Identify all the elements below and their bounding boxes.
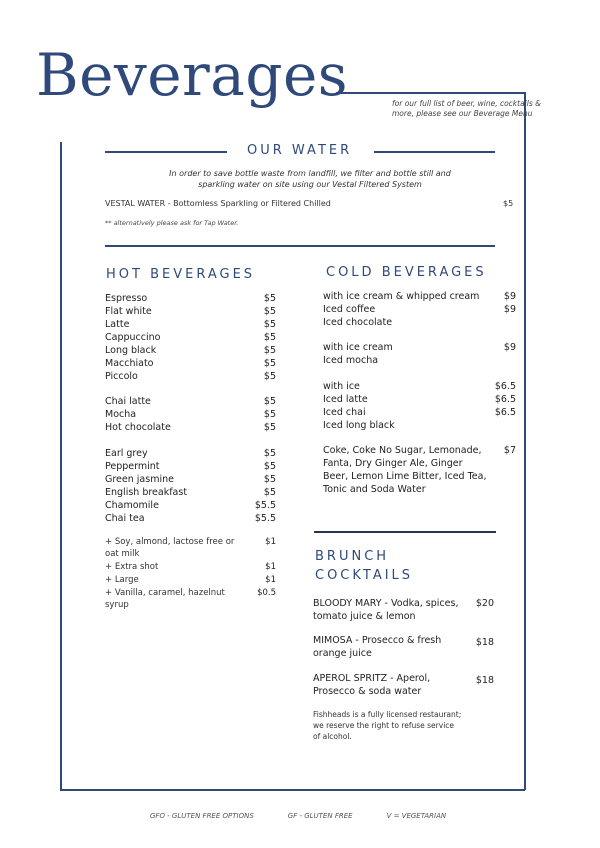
hot-price: $5	[263, 293, 276, 304]
hot-item: Macchiato	[105, 358, 154, 369]
cold-bottom-rule	[314, 531, 496, 533]
water-bottom-rule	[105, 245, 495, 247]
frame-border-right	[524, 92, 526, 790]
cold-item: Iced chocolate	[323, 317, 393, 328]
extra-item: + Large	[105, 575, 139, 585]
hot-item: Peppermint	[105, 461, 160, 472]
cocktail-item: APEROL SPRITZ - Aperol, Prosecco & soda water	[313, 673, 431, 697]
hot-price: $5	[263, 396, 276, 407]
water-item: VESTAL WATER - Bottomless Sparkling or Filtered Chilled	[105, 199, 331, 208]
legend-gfo: GFO - GLUTEN FREE OPTIONS	[150, 812, 254, 820]
cocktail-item: MIMOSA - Prosecco & fresh orange juice	[313, 635, 442, 659]
water-intro: In order to save bottle waste from landfill, we filter and bottle still and sparkling water on site using our Vestal Filtered System	[169, 169, 451, 189]
hot-heading: HOT BEVERAGES	[106, 267, 256, 282]
hot-price: $5	[263, 332, 276, 343]
hot-price: $5	[263, 371, 276, 382]
cold-price: $9	[503, 304, 516, 315]
hot-item: Flat white	[105, 306, 152, 317]
water-note: ** alternatively please ask for Tap Water.	[105, 219, 239, 227]
cocktail-price: $18	[475, 637, 494, 648]
hot-price: $5	[263, 409, 276, 420]
page-title: Beverages	[36, 41, 349, 109]
hot-item: Piccolo	[105, 371, 138, 382]
cold-item: Iced long black	[323, 420, 395, 431]
cold-price: $9	[503, 291, 516, 302]
cold-item: with ice cream & whipped cream	[323, 291, 480, 302]
water-rule-left	[105, 151, 227, 153]
hot-item: Green jasmine	[105, 474, 174, 485]
hot-price: $5	[263, 474, 276, 485]
cold-item: with ice	[323, 381, 360, 392]
hot-price: $5	[263, 345, 276, 356]
hot-price: $5	[263, 358, 276, 369]
cocktail-item: BLOODY MARY - Vodka, spices, tomato juice & lemon	[313, 598, 459, 622]
cold-item: Iced coffee	[323, 304, 376, 315]
frame-border-top	[336, 92, 525, 94]
hot-item: Latte	[105, 319, 130, 330]
hot-price: $5	[263, 487, 276, 498]
cold-item: Iced latte	[323, 394, 368, 405]
hot-item: Cappuccino	[105, 332, 161, 343]
extra-price: $1	[265, 537, 276, 547]
extra-item: + Soy, almond, lactose free or oat milk	[105, 537, 235, 559]
water-heading: OUR WATER	[247, 143, 353, 158]
cold-item: with ice cream	[323, 342, 393, 353]
cold-item: Iced chai	[323, 407, 366, 418]
cold-item: Iced mocha	[323, 355, 379, 366]
hot-price: $5	[263, 422, 276, 433]
cold-price: $6.5	[494, 394, 516, 405]
extra-price: $1	[265, 562, 276, 572]
extra-item: + Vanilla, caramel, hazelnut syrup	[105, 588, 225, 610]
hot-item: English breakfast	[105, 487, 188, 498]
hot-item: Chamomile	[105, 500, 159, 511]
extra-item: + Extra shot	[105, 562, 159, 572]
hot-item: Chai latte	[105, 396, 151, 407]
brunch-heading-line2: COCKTAILS	[315, 568, 414, 583]
dietary-legend	[150, 812, 446, 820]
hot-item: Earl grey	[105, 448, 148, 459]
beverage-menu-note: for our full list of beer, wine, cocktails & more, please see our Beverage Menu	[392, 99, 541, 119]
water-rule-right	[374, 151, 495, 153]
hot-item: Hot chocolate	[105, 422, 171, 433]
hot-price: $5	[263, 319, 276, 330]
water-price: $5	[503, 199, 514, 208]
legend-v: V = VEGETARIAN	[386, 812, 447, 820]
brunch-heading-line1: BRUNCH	[315, 549, 390, 564]
frame-border-bottom	[60, 789, 525, 791]
cold-price: $9	[503, 342, 516, 353]
cold-heading: COLD BEVERAGES	[326, 265, 487, 280]
cocktail-price: $20	[475, 598, 494, 609]
hot-price: $5	[263, 448, 276, 459]
hot-item: Mocha	[105, 409, 137, 420]
extra-price: $0.5	[257, 588, 276, 598]
hot-price: $5.5	[254, 500, 276, 511]
licence-note: Fishheads is a fully licensed restaurant; we reserve the right to refuse service of alcohol.	[313, 710, 462, 741]
hot-item: Long black	[105, 345, 157, 356]
cocktail-price: $18	[475, 675, 494, 686]
cold-soft-drinks: Coke, Coke No Sugar, Lemonade, Fanta, Dry Ginger Ale, Ginger Beer, Lemon Lime Bitter, Iced Tea, Tonic and Soda Water	[323, 445, 487, 495]
cold-price: $6.5	[494, 407, 516, 418]
frame-border-left	[60, 142, 62, 790]
hot-price: $5	[263, 461, 276, 472]
legend-gf: GF - GLUTEN FREE	[287, 812, 353, 820]
hot-item: Chai tea	[105, 513, 145, 524]
extra-price: $1	[265, 575, 276, 585]
hot-price: $5.5	[254, 513, 276, 524]
cold-price: $6.5	[494, 381, 516, 392]
cold-price: $7	[503, 445, 516, 456]
hot-item: Espresso	[105, 293, 148, 304]
hot-price: $5	[263, 306, 276, 317]
